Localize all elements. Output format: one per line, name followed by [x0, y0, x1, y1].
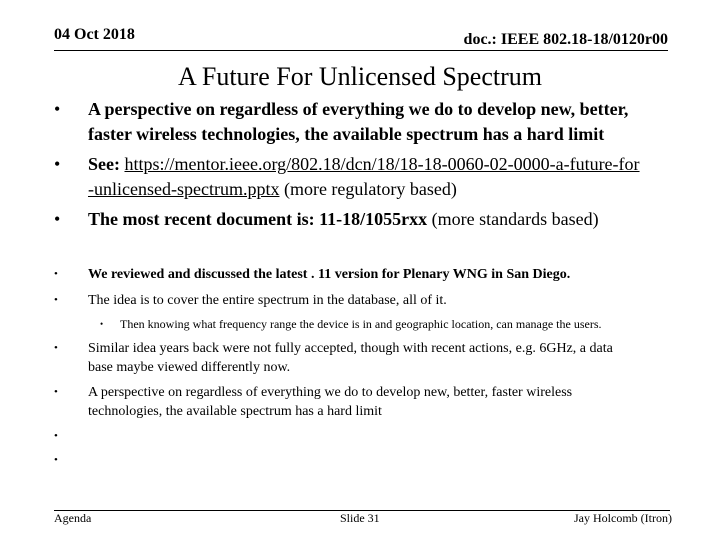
bullet-text: Then knowing what frequency range the device is in and geographic location, can manage the users.	[120, 317, 602, 331]
header-date: 04 Oct 2018	[54, 26, 135, 43]
document-link-part1[interactable]: https://mentor.ieee.org/802.18/dcn/18/18-18-0060-02-0000-a-future-for	[124, 154, 640, 174]
bullet-marker: •	[54, 386, 58, 398]
header-doc-id: doc.: IEEE 802.18-18/0120r00	[463, 31, 668, 48]
bullet-marker: •	[54, 294, 58, 306]
bullet-text-line2: faster wireless technologies, the available spectrum has a hard limit	[88, 124, 605, 144]
bullet-marker: •	[54, 154, 61, 174]
bullet-text	[88, 208, 599, 230]
bullet-marker: •	[54, 342, 58, 354]
bullet-text-line2	[88, 178, 457, 200]
bullet-item-recent-doc	[54, 208, 714, 232]
see-prefix: See:	[88, 154, 125, 174]
bullet-item-see-link	[54, 153, 714, 199]
footer-left-label: Agenda	[54, 511, 92, 525]
sub-bullet-item-frequency	[100, 316, 700, 334]
slide-title: A Future For Unlicensed Spectrum	[178, 62, 542, 91]
document-link-part2[interactable]: -unlicensed-spectrum.pptx	[88, 179, 280, 199]
recent-doc-label: The most recent document is: 11-18/1055rxx	[88, 209, 428, 229]
bullet-item-empty	[54, 451, 94, 471]
bullet-marker: •	[100, 319, 104, 329]
bullet-text-line1: A perspective on regardless of everything we do to develop new, better, faster wireless	[88, 385, 573, 400]
bullet-item-idea	[54, 291, 714, 311]
bullet-marker: •	[54, 430, 58, 442]
bullet-text-line1: Similar idea years back were not fully accepted, though with recent actions, e.g. 6GHz, a data	[88, 341, 613, 356]
footer-author: Jay Holcomb (Itron)	[574, 511, 672, 525]
bullet-marker: •	[54, 268, 58, 280]
bullet-text: We reviewed and discussed the latest . 11 version for Plenary WNG in San Diego.	[88, 267, 571, 282]
bullet-marker: •	[54, 454, 58, 466]
header-divider	[54, 50, 668, 51]
bullet-item-similar-idea	[54, 339, 714, 379]
link-suffix: (more regulatory based)	[279, 179, 457, 199]
bullet-item-reviewed	[54, 265, 714, 285]
slide-number: Slide 31	[340, 511, 380, 525]
bullet-item-empty	[54, 427, 94, 447]
bullet-item-perspective	[54, 98, 714, 144]
bullet-marker: •	[54, 99, 61, 119]
bullet-text-line2: base maybe viewed differently now.	[88, 360, 291, 375]
bullet-text: The idea is to cover the entire spectrum in the database, all of it.	[88, 293, 447, 308]
bullet-text-line1: A perspective on regardless of everything we do to develop new, better,	[88, 99, 629, 119]
bullet-marker: •	[54, 209, 61, 229]
recent-doc-note: (more standards based)	[427, 209, 599, 229]
bullet-item-perspective-repeat	[54, 383, 714, 423]
bullet-text-line1	[88, 153, 640, 175]
bullet-text-line2: technologies, the available spectrum has a hard limit	[88, 404, 382, 419]
